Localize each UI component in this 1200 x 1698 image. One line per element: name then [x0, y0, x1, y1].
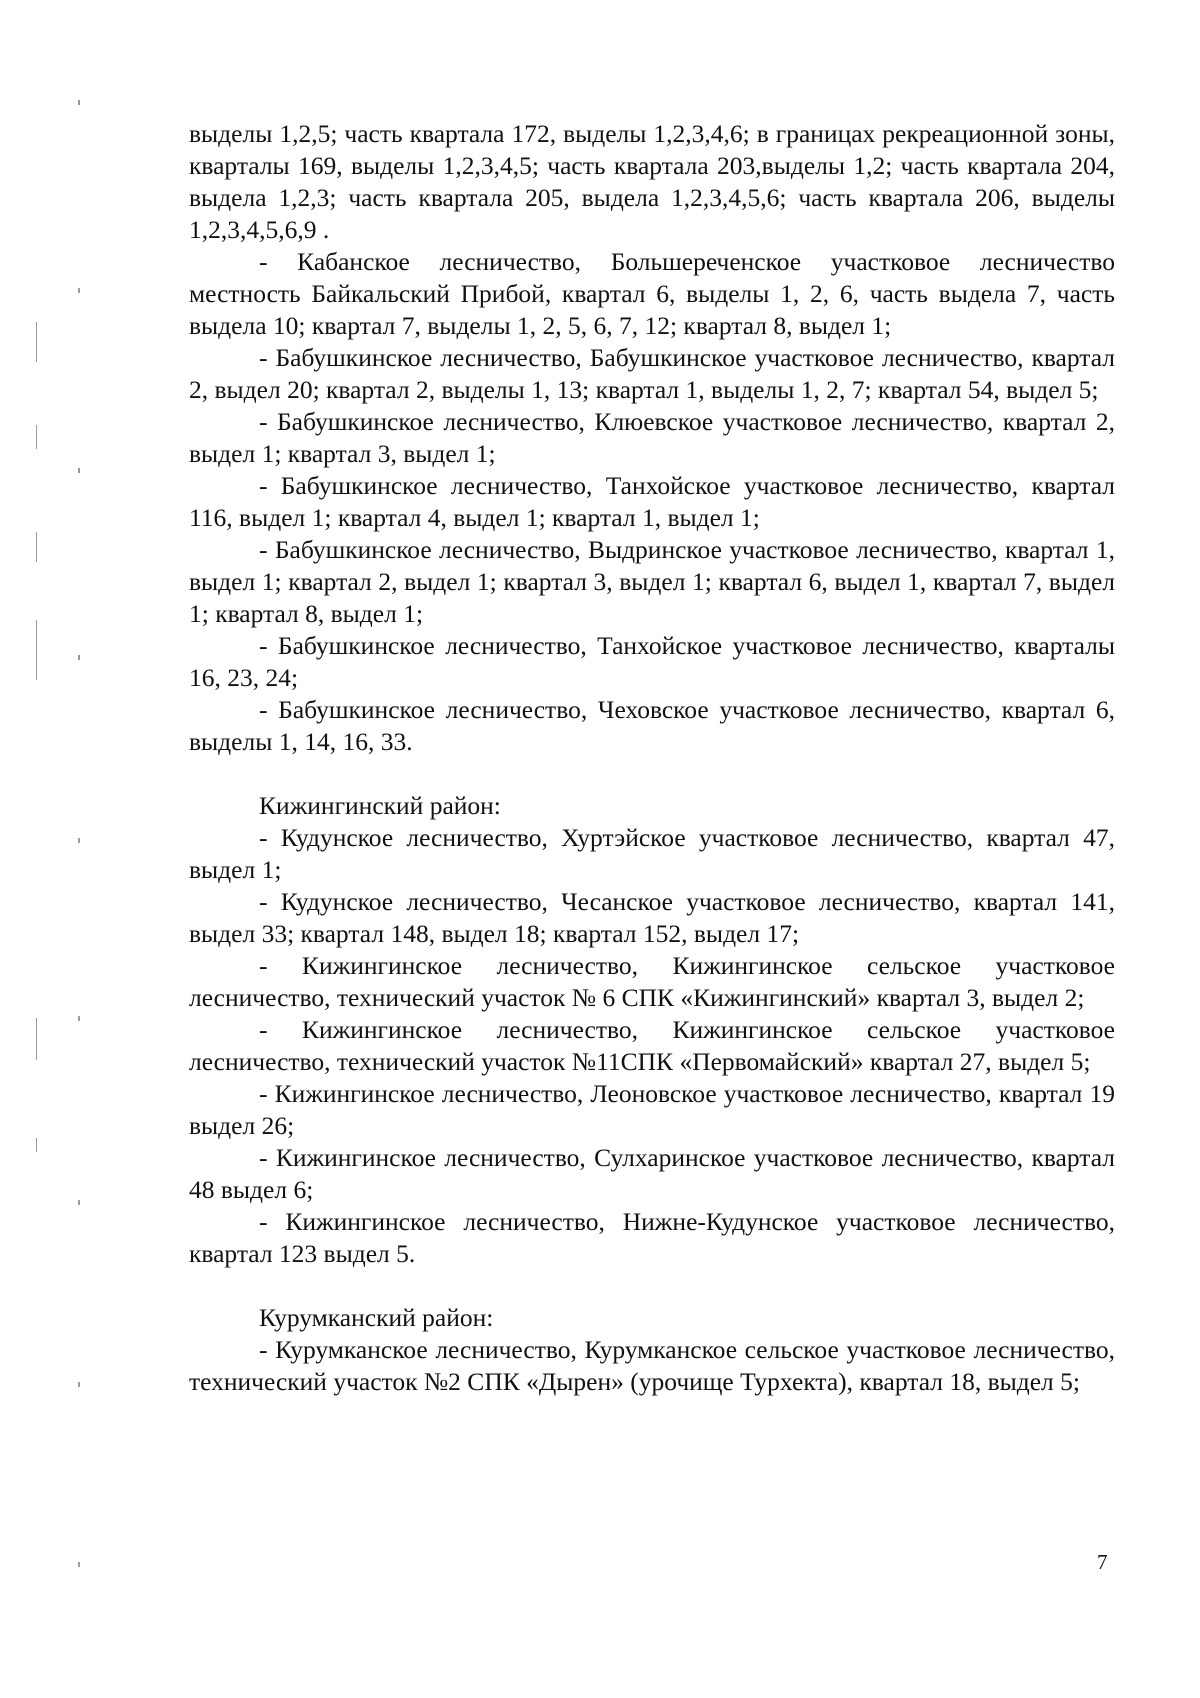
list-item: - Бабушкинское лесничество, Танхойское участковое лесничество, кварталы 16, 23, 24;: [189, 631, 1115, 692]
list-item: - Бабушкинское лесничество, Выдринское участковое лесничество, квартал 1, выдел 1; квартал 2, выдел 1; квартал 3, выдел 1; квартал 6, выдел 1, квартал 7, выдел 1; квартал 8, выдел 1;: [189, 535, 1115, 628]
list-item: - Курумканское лесничество, Курумканское сельское участковое лесничество, технический участок №2 СПК «Дырен» (урочище Турхекта), квартал 18, выдел 5;: [189, 1335, 1115, 1396]
scan-artifact: [78, 1382, 80, 1387]
scan-artifact: [36, 1138, 37, 1152]
list-item: - Кижингинское лесничество, Кижингинское сельское участковое лесничество, технический участок №11СПК «Первомайский» квартал 27, выдел 5;: [189, 1015, 1115, 1076]
list-item: - Бабушкинское лесничество, Танхойское участковое лесничество, квартал 116, выдел 1; квартал 4, выдел 1; квартал 1, выдел 1;: [189, 471, 1115, 532]
scan-artifact: [78, 838, 80, 843]
scan-artifact: [78, 655, 80, 660]
list-item: - Кудунское лесничество, Хуртэйское участковое лесничество, квартал 47, выдел 1;: [189, 823, 1115, 884]
intro-paragraph: выделы 1,2,5; часть квартала 172, выделы 1,2,3,4,6; в границах рекреационной зоны, кварталы 169, выделы 1,2,3,4,5; часть квартала 203,выделы 1,2; часть квартала 204, выдела 1,2,3; часть квартала 205, выдела 1,2,3,4,5,6; часть квартала 206, выделы 1,2,3,4,5,6,9 .: [189, 119, 1115, 244]
scan-artifact: [78, 1200, 80, 1205]
scan-artifact: [78, 1016, 80, 1021]
scan-artifact: [36, 322, 37, 362]
list-item: - Бабушкинское лесничество, Бабушкинское участковое лесничество, квартал 2, выдел 20; квартал 2, выделы 1, 13; квартал 1, выделы 1, 2, 7; квартал 54, выдел 5;: [189, 343, 1115, 404]
scan-artifact: [78, 1562, 80, 1567]
scan-artifact: [78, 100, 80, 105]
page-number: 7: [1097, 1550, 1108, 1574]
list-item: - Кижингинское лесничество, Сулхаринское участковое лесничество, квартал 48 выдел 6;: [189, 1143, 1115, 1204]
list-item: - Бабушкинское лесничество, Чеховское участковое лесничество, квартал 6, выделы 1, 14, 16, 33.: [189, 695, 1115, 756]
scan-artifact: [36, 1018, 37, 1060]
scan-artifact: [36, 425, 37, 449]
list-item: - Кижингинское лесничество, Кижингинское сельское участковое лесничество, технический участок № 6 СПК «Кижингинский» квартал 3, выдел 2;: [189, 951, 1115, 1012]
list-item: - Бабушкинское лесничество, Клюевское участковое лесничество, квартал 2, выдел 1; квартал 3, выдел 1;: [189, 407, 1115, 468]
scan-artifact: [78, 468, 80, 473]
scan-artifact: [36, 532, 37, 562]
document-body: [189, 118, 1115, 1398]
list-item: - Кижингинское лесничество, Нижне-Кудунское участковое лесничество, квартал 123 выдел 5.: [189, 1207, 1115, 1268]
scan-artifact: [36, 620, 37, 680]
district-heading-kizhinginsky: Кижингинский район:: [259, 791, 501, 820]
list-item: - Кудунское лесничество, Чесанское участковое лесничество, квартал 141, выдел 33; квартал 148, выдел 18; квартал 152, выдел 17;: [189, 887, 1115, 948]
list-item: - Кижингинское лесничество, Леоновское участковое лесничество, квартал 19 выдел 26;: [189, 1079, 1115, 1140]
list-item: - Кабанское лесничество, Большереченское участковое лесничество местность Байкальский Прибой, квартал 6, выделы 1, 2, 6, часть выдела 7, часть выдела 10; квартал 7, выделы 1, 2, 5, 6, 7, 12; квартал 8, выдел 1;: [189, 247, 1115, 340]
scan-artifact: [78, 288, 80, 293]
district-heading-kurumkansky: Курумканский район:: [259, 1303, 494, 1332]
